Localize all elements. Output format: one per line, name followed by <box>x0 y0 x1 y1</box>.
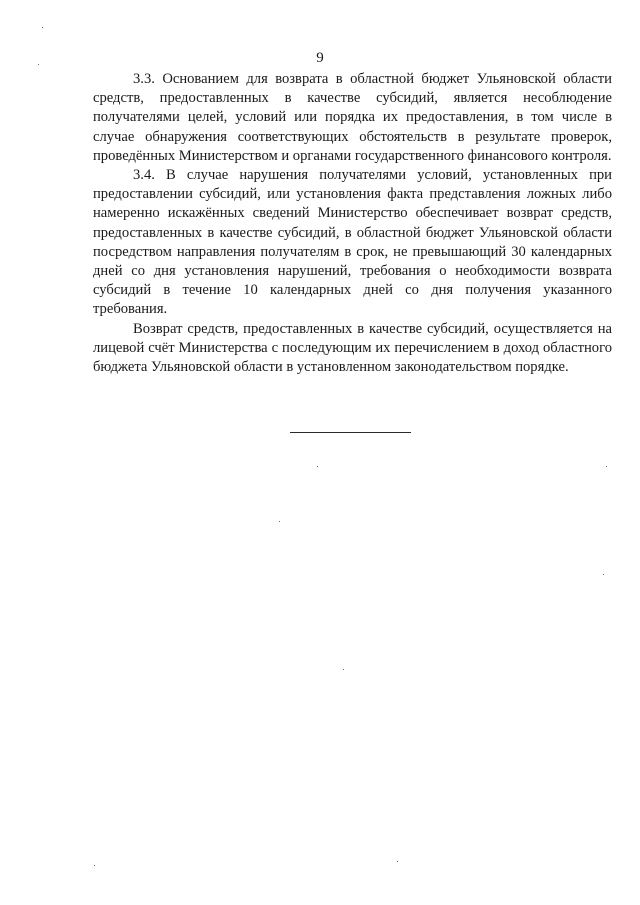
document-body <box>93 70 612 377</box>
page-number: 9 <box>316 50 324 66</box>
scan-speck <box>606 466 607 467</box>
scan-speck <box>317 466 318 467</box>
scan-speck <box>343 669 344 670</box>
paragraph-3-4: 3.4. В случае нарушения получателями условий, установленных при предоставлении субсидий, или установления факта представления ложных либо намеренно искажённых сведений Министерство обеспечивает возврат средств, предоставленных в качестве субсидий, в областной бюджет Ульяновской области посредством направления получателям в срок, не превышающий 30 календарных дней со дня установления нарушений, требования о необходимости возврата субсидий в течение 10 календарных дней со дня получения указанного требования. <box>93 167 612 318</box>
scan-speck <box>279 521 280 522</box>
scan-speck <box>397 861 398 862</box>
paragraph-3-3: 3.3. Основанием для возврата в областной бюджет Ульяновской области средств, предоставленных в качестве субсидий, является несоблюдение получателями целей, условий или порядка их предоставления, в том числе в случае обнаружения соответствующих обстоятельств в результате проверок, проведённых Министерством и органами государственного финансового контроля. <box>93 71 612 164</box>
scan-speck <box>603 574 604 575</box>
scan-speck <box>94 865 95 866</box>
scan-speck <box>38 64 39 65</box>
scan-speck <box>42 27 43 28</box>
paragraph-refund: Возврат средств, предоставленных в качестве субсидий, осуществляется на лицевой счёт Министерства с последующим их перечислением в доход областного бюджета Ульяновской области в установленном законодательством порядке. <box>93 320 612 376</box>
end-divider <box>290 432 411 433</box>
